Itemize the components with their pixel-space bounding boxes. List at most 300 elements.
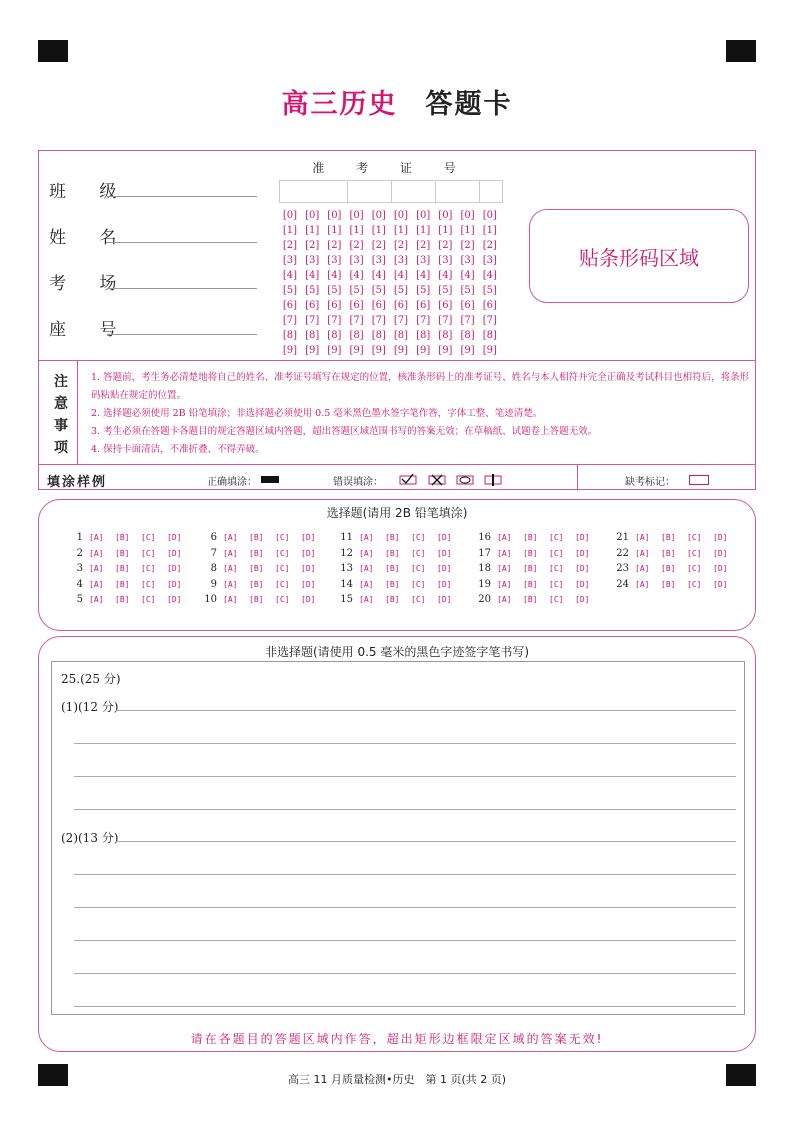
exam-id-digit-bubble[interactable]: [0]: [349, 210, 364, 221]
choice-option-bubble[interactable]: [C]: [411, 533, 426, 542]
choice-option-bubble[interactable]: [B]: [115, 579, 130, 589]
exam-id-digit-column: [368, 208, 390, 358]
choice-question-row: [331, 563, 463, 574]
choice-option-bubble[interactable]: [C]: [549, 548, 564, 558]
field-name-label: 姓 名: [49, 228, 131, 248]
exam-id-digit-bubble[interactable]: [4]: [371, 270, 386, 281]
choice-option-bubble[interactable]: [C]: [275, 548, 290, 558]
answer-line[interactable]: [74, 940, 736, 941]
notice-item: 1. 答题前，考生务必清楚地将自己的姓名、准考证号填写在规定的位置，核准条形码上的准考证号、姓名与本人相符并完全正确及考试科目也相符后，将条形码粘贴在规定的位置。: [91, 372, 750, 401]
answer-line[interactable]: [74, 907, 736, 908]
exam-id-digit-bubble[interactable]: [4]: [349, 270, 364, 281]
exam-id-cell[interactable]: [347, 181, 391, 203]
choice-question-row: [469, 594, 601, 605]
field-room-line[interactable]: [107, 288, 257, 289]
answer-area-warning: 请在各题目的答题区域内作答，超出矩形边框限定区域的答案无效!: [190, 1032, 604, 1046]
choice-option-bubble[interactable]: [D]: [301, 595, 316, 604]
choice-option-bubble[interactable]: [B]: [523, 579, 538, 589]
question-number: 6: [210, 532, 217, 543]
exam-id-digit-bubble[interactable]: [7]: [416, 315, 431, 326]
choice-option-bubble[interactable]: [D]: [167, 533, 182, 542]
choice-option-bubble[interactable]: [A]: [223, 595, 238, 604]
field-name-line[interactable]: [107, 242, 257, 243]
exam-id-digit-column: [434, 208, 456, 358]
choice-option-bubble[interactable]: [B]: [249, 579, 264, 589]
exam-id-digit-bubble[interactable]: [9]: [327, 345, 342, 356]
answer-line[interactable]: [74, 874, 736, 875]
choice-question-row: [607, 532, 739, 543]
question-number: 8: [210, 563, 217, 574]
exam-id-digit-bubble[interactable]: [7]: [327, 315, 342, 326]
choice-option-bubble[interactable]: [D]: [575, 595, 590, 604]
field-class-label: 班 级: [49, 182, 131, 202]
exam-id-digit-bubble[interactable]: [3]: [349, 255, 364, 266]
exam-id-digit-bubble[interactable]: [4]: [482, 270, 497, 281]
choice-option-bubble[interactable]: [A]: [89, 579, 104, 589]
choice-option-bubble[interactable]: [A]: [359, 548, 374, 558]
exam-id-cell[interactable]: [391, 181, 435, 203]
exam-id-digit-bubble[interactable]: [2]: [349, 240, 364, 251]
choice-option-bubble[interactable]: [D]: [437, 595, 452, 604]
choice-option-bubble[interactable]: [C]: [687, 579, 702, 589]
exam-id-digit-bubble[interactable]: [4]: [460, 270, 475, 281]
exam-id-digit-bubble[interactable]: [1]: [416, 225, 431, 236]
exam-id-digit-bubble[interactable]: [8]: [416, 330, 431, 341]
choice-option-bubble[interactable]: [A]: [497, 564, 512, 573]
exam-id-digit-bubble[interactable]: [1]: [438, 225, 453, 236]
exam-id-cell[interactable]: [435, 181, 479, 203]
divider: [577, 464, 578, 490]
exam-id-digit-bubble[interactable]: [5]: [349, 285, 364, 296]
exam-id-digit-bubble[interactable]: [9]: [482, 345, 497, 356]
page-title: [0, 82, 794, 121]
exam-id-digit-bubble[interactable]: [3]: [305, 255, 320, 266]
choice-option-bubble[interactable]: [D]: [301, 533, 316, 542]
choice-option-bubble[interactable]: [C]: [141, 579, 156, 589]
exam-id-digit-bubble[interactable]: [8]: [327, 330, 342, 341]
exam-id-cell[interactable]: [479, 181, 503, 203]
exam-id-digit-bubble[interactable]: [5]: [438, 285, 453, 296]
choice-option-bubble[interactable]: [D]: [437, 548, 452, 558]
exam-id-digit-bubble[interactable]: [9]: [393, 345, 409, 356]
exam-id-digit-bubble[interactable]: [1]: [282, 225, 298, 236]
exam-id-digit-bubble[interactable]: [3]: [282, 255, 298, 266]
choice-option-bubble[interactable]: [B]: [385, 548, 400, 558]
registration-mark-top-left: [38, 40, 68, 62]
exam-id-digit-bubble[interactable]: [2]: [305, 240, 320, 251]
question-number: 12: [340, 547, 353, 559]
choice-option-bubble[interactable]: [A]: [635, 548, 650, 558]
sample-label: 填涂样例: [47, 475, 108, 490]
choice-option-bubble[interactable]: [A]: [223, 579, 238, 589]
exam-id-digit-bubble[interactable]: [0]: [438, 210, 453, 221]
exam-id-digit-bubble[interactable]: [6]: [393, 300, 409, 311]
exam-id-digit-bubble[interactable]: [7]: [349, 315, 364, 326]
choice-option-bubble[interactable]: [A]: [223, 533, 238, 542]
exam-id-digit-bubble[interactable]: [5]: [460, 285, 475, 296]
choice-option-bubble[interactable]: [A]: [359, 595, 374, 604]
choice-option-bubble[interactable]: [B]: [115, 548, 130, 558]
choice-option-bubble[interactable]: [C]: [549, 595, 564, 604]
question-number: 24: [616, 578, 629, 590]
choice-option-bubble[interactable]: [B]: [523, 564, 538, 573]
choice-question-row: [61, 594, 193, 605]
exam-id-digit-bubble[interactable]: [6]: [482, 300, 497, 311]
divider: [39, 360, 755, 361]
question-number: 18: [478, 563, 491, 574]
choice-question-row: [469, 532, 601, 543]
exam-id-digit-bubble[interactable]: [1]: [460, 225, 475, 236]
exam-id-digit-bubble[interactable]: [2]: [482, 240, 497, 251]
choice-option-bubble[interactable]: [D]: [167, 595, 182, 604]
exam-id-digit-bubble[interactable]: [4]: [393, 270, 409, 281]
exam-id-digit-bubble[interactable]: [0]: [327, 210, 342, 221]
choice-option-bubble[interactable]: [C]: [411, 548, 426, 558]
exam-id-digit-bubble[interactable]: [9]: [460, 345, 475, 356]
notice-item: 2. 选择题必须使用 2B 铅笔填涂；非选择题必须使用 0.5 毫米黑色墨水签字笔作答，字体工整、笔迹清楚。: [91, 408, 543, 419]
title-card: 答题卡: [425, 89, 513, 120]
choice-question-row: [61, 532, 193, 543]
exam-id-digit-bubble[interactable]: [0]: [416, 210, 431, 221]
exam-id-digit-bubble[interactable]: [2]: [393, 240, 409, 251]
question-number: 19: [478, 578, 491, 590]
answer-line[interactable]: [74, 1006, 736, 1007]
choice-option-bubble[interactable]: [D]: [437, 579, 452, 589]
choice-option-bubble[interactable]: [C]: [411, 564, 426, 573]
choice-question-row: [195, 579, 327, 590]
exam-id-digit-bubble[interactable]: [8]: [438, 330, 453, 341]
choice-option-bubble[interactable]: [C]: [687, 564, 702, 573]
exam-id-digit-bubble[interactable]: [3]: [416, 255, 431, 266]
part-2-label: (2)(13 分): [61, 831, 119, 845]
choice-question-row: [195, 548, 327, 559]
page-footer: 高三 11 月质量检测•历史 第 1 页(共 2 页): [287, 1073, 507, 1086]
choice-option-bubble[interactable]: [B]: [249, 564, 264, 573]
choice-option-bubble[interactable]: [C]: [141, 595, 156, 604]
exam-id-digit-bubble[interactable]: [5]: [327, 285, 342, 296]
choice-option-bubble[interactable]: [B]: [249, 533, 264, 542]
exam-id-digit-bubble[interactable]: [6]: [327, 300, 342, 311]
exam-id-digit-bubble[interactable]: [7]: [393, 315, 409, 326]
choice-option-bubble[interactable]: [B]: [385, 595, 400, 604]
exam-id-digit-column: [390, 208, 412, 358]
choice-option-bubble[interactable]: [C]: [411, 579, 426, 589]
answer-region[interactable]: [51, 661, 745, 1015]
choice-option-bubble[interactable]: [C]: [275, 564, 290, 573]
choice-option-bubble[interactable]: [C]: [141, 533, 156, 542]
choice-option-bubble[interactable]: [A]: [497, 595, 512, 604]
exam-id-cell[interactable]: [279, 181, 347, 203]
exam-id-digit-bubble[interactable]: [2]: [416, 240, 431, 251]
choice-option-bubble[interactable]: [C]: [275, 595, 290, 604]
absent-mark-box[interactable]: [689, 475, 709, 485]
exam-id-digit-bubble[interactable]: [9]: [371, 345, 386, 356]
exam-id-title: 准 考 证 号: [312, 161, 470, 175]
exam-id-digit-bubble[interactable]: [7]: [282, 315, 298, 326]
exam-id-digit-bubble[interactable]: [0]: [305, 210, 320, 221]
choice-option-bubble[interactable]: [B]: [661, 579, 676, 589]
choice-question-row: [195, 563, 327, 574]
exam-id-digit-bubble[interactable]: [4]: [416, 270, 431, 281]
exam-id-digit-bubble[interactable]: [6]: [416, 300, 431, 311]
question-number: 22: [616, 547, 629, 559]
choice-option-bubble[interactable]: [D]: [713, 579, 728, 589]
answer-line[interactable]: [74, 776, 736, 777]
choice-option-bubble[interactable]: [A]: [359, 533, 374, 542]
choice-option-bubble[interactable]: [B]: [385, 579, 400, 589]
exam-id-digit-bubble[interactable]: [7]: [371, 315, 386, 326]
exam-id-digit-bubble[interactable]: [2]: [327, 240, 342, 251]
question-number: 20: [478, 594, 491, 605]
choice-option-bubble[interactable]: [D]: [713, 564, 728, 573]
choice-question-row: [195, 532, 327, 543]
exam-id-digit-bubble[interactable]: [5]: [305, 285, 320, 296]
choice-question-row: [61, 548, 193, 559]
question-number: 2: [76, 547, 83, 559]
choice-option-bubble[interactable]: [A]: [497, 548, 512, 558]
choice-option-bubble[interactable]: [A]: [497, 579, 512, 589]
choice-option-bubble[interactable]: [A]: [223, 548, 238, 558]
choice-section: [38, 499, 756, 631]
choice-option-bubble[interactable]: [D]: [713, 548, 728, 558]
choice-option-bubble[interactable]: [A]: [89, 564, 104, 573]
choice-option-bubble[interactable]: [C]: [275, 579, 290, 589]
answer-line[interactable]: [116, 710, 736, 711]
question-number: 15: [340, 594, 353, 605]
choice-question-row: [61, 579, 193, 590]
notice-item: 4. 保持卡面清洁，不准折叠、不得弄破。: [91, 444, 265, 455]
question-number: 5: [76, 594, 83, 605]
exam-id-digit-bubble[interactable]: [3]: [371, 255, 386, 266]
exam-id-digit-bubble[interactable]: [8]: [282, 330, 298, 341]
exam-id-digit-bubble[interactable]: [5]: [371, 285, 386, 296]
exam-id-digit-bubble[interactable]: [6]: [349, 300, 364, 311]
exam-id-digit-bubble[interactable]: [6]: [305, 300, 320, 311]
exam-id-digit-bubble[interactable]: [7]: [438, 315, 453, 326]
exam-id-digit-bubble[interactable]: [3]: [482, 255, 497, 266]
question-number: 17: [478, 547, 491, 559]
title-subject: 高三历史: [281, 89, 398, 120]
exam-id-digit-bubble[interactable]: [3]: [393, 255, 409, 266]
sample-correct-label: 正确填涂：: [207, 477, 257, 488]
choice-question-row: [331, 532, 463, 543]
exam-id-digit-bubble[interactable]: [6]: [371, 300, 386, 311]
choice-option-bubble[interactable]: [C]: [687, 548, 702, 558]
choice-question-row: [331, 579, 463, 590]
exam-id-digit-bubble[interactable]: [5]: [416, 285, 431, 296]
exam-id-digit-bubble[interactable]: [8]: [371, 330, 386, 341]
choice-option-bubble[interactable]: [A]: [635, 579, 650, 589]
exam-id-digit-bubble[interactable]: [4]: [305, 270, 320, 281]
exam-id-digit-bubble[interactable]: [9]: [349, 345, 364, 356]
choice-option-bubble[interactable]: [B]: [115, 533, 130, 542]
exam-id-digit-bubble[interactable]: [1]: [327, 225, 342, 236]
exam-id-digit-bubble[interactable]: [7]: [460, 315, 475, 326]
choice-option-bubble[interactable]: [A]: [89, 533, 104, 542]
exam-id-digit-bubble[interactable]: [1]: [393, 225, 409, 236]
exam-id-digit-bubble[interactable]: [8]: [393, 330, 409, 341]
choice-option-bubble[interactable]: [C]: [141, 564, 156, 573]
choice-option-bubble[interactable]: [B]: [523, 533, 538, 542]
exam-id-digit-bubble[interactable]: [9]: [438, 345, 453, 356]
question-number: 13: [340, 563, 353, 574]
question-25-label: 25.(25 分): [61, 672, 121, 686]
choice-option-bubble[interactable]: [D]: [575, 564, 590, 573]
choice-option-bubble[interactable]: [B]: [385, 533, 400, 542]
choice-option-bubble[interactable]: [C]: [549, 564, 564, 573]
choice-option-bubble[interactable]: [C]: [275, 533, 290, 542]
choice-option-bubble[interactable]: [B]: [115, 595, 130, 604]
exam-id-digit-column: [479, 208, 501, 358]
choice-option-bubble[interactable]: [D]: [575, 548, 590, 558]
exam-id-digit-bubble[interactable]: [0]: [282, 210, 298, 221]
exam-id-digit-bubble[interactable]: [0]: [482, 210, 497, 221]
info-box: [38, 150, 756, 490]
choice-option-bubble[interactable]: [C]: [549, 579, 564, 589]
choice-option-bubble[interactable]: [C]: [687, 533, 702, 542]
question-number: 10: [204, 594, 217, 605]
exam-id-digit-bubble[interactable]: [9]: [282, 345, 298, 356]
exam-id-digit-bubble[interactable]: [7]: [482, 315, 497, 326]
exam-id-digit-bubble[interactable]: [5]: [482, 285, 497, 296]
exam-id-digit-bubble[interactable]: [4]: [282, 270, 298, 281]
choice-option-bubble[interactable]: [A]: [635, 533, 650, 542]
choice-option-bubble[interactable]: [D]: [575, 533, 590, 542]
choice-option-bubble[interactable]: [B]: [661, 548, 676, 558]
choice-option-bubble[interactable]: [A]: [89, 595, 104, 604]
choice-option-bubble[interactable]: [C]: [549, 533, 564, 542]
choice-option-bubble[interactable]: [B]: [249, 548, 264, 558]
choice-option-bubble[interactable]: [D]: [437, 564, 452, 573]
exam-id-digit-bubble[interactable]: [6]: [282, 300, 298, 311]
exam-id-digit-bubble[interactable]: [5]: [282, 285, 298, 296]
choice-option-bubble[interactable]: [A]: [359, 564, 374, 573]
exam-id-digit-bubble[interactable]: [5]: [393, 285, 409, 296]
field-seat-line[interactable]: [107, 334, 257, 335]
choice-option-bubble[interactable]: [B]: [661, 533, 676, 542]
exam-id-digit-bubble[interactable]: [0]: [460, 210, 475, 221]
choice-option-bubble[interactable]: [A]: [223, 564, 238, 573]
part-1-label: (1)(12 分): [61, 700, 119, 714]
exam-id-digit-bubble[interactable]: [7]: [305, 315, 320, 326]
answer-line[interactable]: [74, 809, 736, 810]
choice-option-bubble[interactable]: [B]: [661, 564, 676, 573]
question-number: 7: [210, 547, 217, 559]
question-number: 14: [340, 578, 353, 590]
choice-option-bubble[interactable]: [B]: [115, 564, 130, 573]
exam-id-digit-bubble[interactable]: [8]: [482, 330, 497, 341]
exam-id-digit-bubble[interactable]: [8]: [349, 330, 364, 341]
sample-correct-mark: [261, 476, 279, 483]
choice-question-row: [61, 563, 193, 574]
field-room-label: 考 场: [49, 274, 131, 294]
choice-option-bubble[interactable]: [D]: [301, 579, 316, 589]
answer-line[interactable]: [116, 841, 736, 842]
exam-id-digit-bubble[interactable]: [1]: [371, 225, 386, 236]
exam-id-digit-bubble[interactable]: [9]: [305, 345, 320, 356]
question-number: 21: [616, 532, 629, 543]
choice-question-row: [331, 548, 463, 559]
exam-id-digit-bubble[interactable]: [4]: [438, 270, 453, 281]
field-class-line[interactable]: [107, 196, 257, 197]
exam-id-digit-column: [457, 208, 479, 358]
exam-id-grid: [279, 180, 503, 203]
question-number: 3: [76, 563, 83, 574]
exam-id-digit-column: [412, 208, 434, 358]
choice-option-bubble[interactable]: [D]: [167, 548, 182, 558]
nonchoice-title: 非选择题(请使用 0.5 毫米的黑色字迹签字笔书写): [264, 645, 530, 659]
choice-option-bubble[interactable]: [D]: [301, 564, 316, 573]
exam-id-digit-bubble[interactable]: [0]: [371, 210, 386, 221]
question-number: 1: [76, 532, 83, 543]
choice-option-bubble[interactable]: [B]: [523, 548, 538, 558]
sample-absent-label: 缺考标记：: [625, 477, 675, 488]
exam-id-digit-bubble[interactable]: [3]: [460, 255, 475, 266]
choice-option-bubble[interactable]: [D]: [167, 579, 182, 589]
choice-option-bubble[interactable]: [C]: [411, 595, 426, 604]
exam-id-digit-bubble[interactable]: [1]: [305, 225, 320, 236]
choice-option-bubble[interactable]: [A]: [89, 548, 104, 558]
answer-line[interactable]: [74, 973, 736, 974]
exam-id-digit-bubble[interactable]: [1]: [349, 225, 364, 236]
exam-id-digit-bubble[interactable]: [2]: [282, 240, 298, 251]
answer-line[interactable]: [74, 743, 736, 744]
exam-id-digit-column: [279, 208, 301, 358]
exam-id-digit-bubble[interactable]: [1]: [482, 225, 497, 236]
field-seat-label: 座 号: [49, 320, 131, 340]
choice-option-bubble[interactable]: [B]: [523, 595, 538, 604]
exam-id-digit-bubble[interactable]: [2]: [371, 240, 386, 251]
choice-option-bubble[interactable]: [D]: [713, 533, 728, 542]
choice-question-row: [469, 563, 601, 574]
choice-option-bubble[interactable]: [D]: [301, 548, 316, 558]
exam-id-digit-column: [301, 208, 323, 358]
choice-question-row: [195, 594, 327, 605]
sample-wrong-marks: [399, 473, 509, 487]
choice-option-bubble[interactable]: [B]: [249, 595, 264, 604]
exam-id-digit-bubble[interactable]: [2]: [460, 240, 475, 251]
choice-option-bubble[interactable]: [D]: [167, 564, 182, 573]
exam-id-digit-bubble[interactable]: [6]: [460, 300, 475, 311]
barcode-label: 贴条形码区域: [579, 245, 699, 270]
question-number: 4: [76, 578, 83, 590]
choice-option-bubble[interactable]: [D]: [575, 579, 590, 589]
exam-id-digit-bubble[interactable]: [8]: [305, 330, 320, 341]
barcode-area: [529, 209, 749, 303]
choice-option-bubble[interactable]: [D]: [437, 533, 452, 542]
exam-id-digit-bubble[interactable]: [8]: [460, 330, 475, 341]
exam-id-digit-column: [346, 208, 368, 358]
exam-id-digit-bubble[interactable]: [4]: [327, 270, 342, 281]
choice-option-bubble[interactable]: [B]: [385, 564, 400, 573]
choice-question-row: [607, 548, 739, 559]
choice-option-bubble[interactable]: [A]: [635, 564, 650, 573]
question-number: 23: [616, 563, 629, 574]
exam-id-digit-bubble[interactable]: [6]: [438, 300, 453, 311]
exam-id-digit-bubble[interactable]: [0]: [393, 210, 409, 221]
choice-question-row: [607, 563, 739, 574]
question-number: 9: [210, 578, 217, 590]
choice-option-bubble[interactable]: [A]: [359, 579, 374, 589]
exam-id-digit-bubble[interactable]: [9]: [416, 345, 431, 356]
choice-option-bubble[interactable]: [A]: [497, 533, 512, 542]
choice-question-row: [331, 594, 463, 605]
choice-option-bubble[interactable]: [C]: [141, 548, 156, 558]
question-number: 16: [478, 532, 491, 543]
exam-id-digit-bubble[interactable]: [3]: [327, 255, 342, 266]
exam-id-digit-bubble[interactable]: [3]: [438, 255, 453, 266]
exam-id-digit-bubble[interactable]: [2]: [438, 240, 453, 251]
